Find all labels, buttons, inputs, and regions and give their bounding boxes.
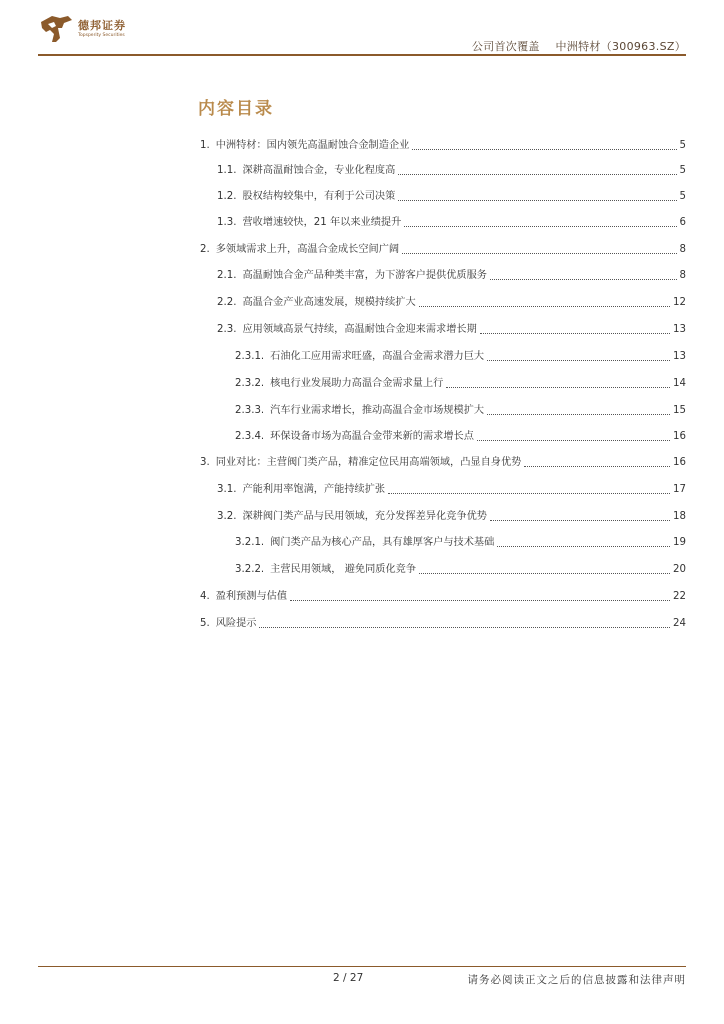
toc-entry-page: 24 — [673, 618, 686, 629]
toc-leader-dots — [497, 545, 670, 547]
toc-entry[interactable] — [217, 508, 686, 524]
brand-name-cn: 德邦证券 — [78, 19, 126, 32]
toc-entry-page: 16 — [673, 457, 686, 468]
brand-name-en: Topsperity Securities — [78, 33, 125, 38]
toc-entry-page: 18 — [673, 511, 686, 522]
toc-entry[interactable] — [200, 615, 686, 631]
toc-entry[interactable] — [217, 294, 686, 310]
toc-entry-page: 15 — [673, 405, 686, 416]
toc-entry-title: 深耕高温耐蚀合金，专业化程度高 — [242, 165, 396, 176]
toc-entry[interactable] — [235, 375, 686, 391]
toc-entry[interactable] — [217, 321, 686, 337]
toc-entry-title: 应用领域高景气持续，高温耐蚀合金迎来需求增长期 — [242, 324, 477, 335]
legal-disclaimer: 请务必阅读正文之后的信息披露和法律声明 — [467, 974, 686, 986]
brand-logo — [38, 14, 126, 44]
toc-entry-title: 石油化工应用需求旺盛，高温合金需求潜力巨大 — [270, 351, 485, 362]
toc-leader-dots — [404, 225, 676, 227]
toc-entry-number: 1.3. — [217, 217, 237, 228]
report-type: 公司首次覆盖 — [471, 40, 540, 53]
toc-entry-title: 主营民用领域， 避免同质化竞争 — [270, 564, 417, 575]
toc-leader-dots — [480, 332, 670, 334]
toc-entry-page: 22 — [673, 591, 686, 602]
toc-entry-number: 4. — [200, 591, 210, 602]
toc-entry-number: 3.1. — [217, 484, 237, 495]
footer-divider — [38, 966, 686, 967]
toc-leader-dots — [402, 252, 676, 254]
toc-entry-title: 汽车行业需求增长，推动高温合金市场规模扩大 — [270, 405, 485, 416]
toc-entry-page: 13 — [673, 351, 686, 362]
toc-leader-dots — [398, 199, 676, 201]
toc-entry-title: 深耕阀门类产品与民用领域，充分发挥差异化竞争优势 — [242, 511, 487, 522]
toc-entry-number: 1. — [200, 140, 210, 151]
toc-leader-dots — [490, 519, 670, 521]
toc-entry-title: 环保设备市场为高温合金带来新的需求增长点 — [270, 431, 474, 442]
company-ticker: 中洲特材（300963.SZ） — [555, 40, 686, 53]
toc-entry-number: 2.2. — [217, 297, 237, 308]
toc-entry-page: 8 — [679, 244, 686, 255]
toc-entry-title: 中洲特材：国内领先高温耐蚀合金制造企业 — [215, 140, 410, 151]
toc-entry[interactable] — [217, 188, 686, 204]
toc-entry[interactable] — [200, 454, 686, 470]
toc-entry[interactable] — [235, 428, 686, 444]
toc-entry-number: 3.2.2. — [235, 564, 265, 575]
toc-entry-page: 8 — [679, 270, 686, 281]
toc-leader-dots — [259, 626, 670, 628]
toc-entry-title: 高温合金产业高速发展，规模持续扩大 — [242, 297, 416, 308]
toc-entry-number: 2.3.2. — [235, 378, 265, 389]
toc-entry-title: 核电行业发展助力高温合金需求量上行 — [270, 378, 444, 389]
toc-leader-dots — [398, 173, 676, 175]
toc-leader-dots — [477, 439, 670, 441]
toc-entry-page: 16 — [673, 431, 686, 442]
toc-entry-page: 19 — [673, 537, 686, 548]
toc-entry-title: 股权结构较集中，有利于公司决策 — [242, 191, 396, 202]
header-divider — [38, 54, 686, 56]
toc-entry[interactable] — [235, 561, 686, 577]
toc-entry-page: 5 — [679, 165, 686, 176]
toc-entry[interactable] — [217, 267, 686, 283]
toc-entry-number: 2.3.3. — [235, 405, 265, 416]
toc-entry-title: 盈利预测与估值 — [215, 591, 288, 602]
toc-entry-page: 5 — [679, 140, 686, 151]
toc-entry-number: 3.2.1. — [235, 537, 265, 548]
toc-leader-dots — [487, 359, 670, 361]
page-number: 2 / 27 — [333, 972, 364, 984]
toc-entry-number: 2.1. — [217, 270, 237, 281]
toc-entry-number: 5. — [200, 618, 210, 629]
toc-entry-number: 2.3. — [217, 324, 237, 335]
toc-entry-number: 1.2. — [217, 191, 237, 202]
toc-entry-page: 13 — [673, 324, 686, 335]
toc-leader-dots — [524, 465, 670, 467]
toc-entry-title: 高温耐蚀合金产品种类丰富，为下游客户提供优质服务 — [242, 270, 487, 281]
toc-leader-dots — [487, 413, 670, 415]
toc-entry-number: 2. — [200, 244, 210, 255]
toc-entry[interactable] — [235, 402, 686, 418]
toc-entry-page: 6 — [679, 217, 686, 228]
toc-entry[interactable] — [200, 137, 686, 153]
toc-leader-dots — [290, 599, 670, 601]
toc-entry[interactable] — [217, 481, 686, 497]
toc-entry[interactable] — [217, 162, 686, 178]
toc-leader-dots — [446, 386, 670, 388]
toc-title: 内容目录 — [198, 99, 274, 119]
toc-entry-page: 14 — [673, 378, 686, 389]
toc-entry[interactable] — [217, 214, 686, 230]
toc-entry-page: 20 — [673, 564, 686, 575]
toc-leader-dots — [412, 148, 676, 150]
toc-entry-title: 多领域需求上升，高温合金成长空间广阔 — [215, 244, 400, 255]
toc-entry-number: 2.3.4. — [235, 431, 265, 442]
toc-entry-title: 风险提示 — [215, 618, 257, 629]
page-header — [38, 14, 686, 58]
toc-leader-dots — [490, 278, 677, 280]
toc-entry-number: 1.1. — [217, 165, 237, 176]
report-info — [460, 38, 686, 54]
toc-entry-title: 产能利用率饱满，产能持续扩张 — [242, 484, 386, 495]
toc-entry-page: 5 — [679, 191, 686, 202]
toc-leader-dots — [419, 572, 670, 574]
toc-entry-page: 17 — [673, 484, 686, 495]
toc-entry-number: 2.3.1. — [235, 351, 265, 362]
toc-entry-title: 营收增速较快，21 年以来业绩提升 — [242, 217, 402, 228]
company-logo-icon — [38, 14, 74, 44]
toc-entry-number: 3. — [200, 457, 210, 468]
toc-entry[interactable] — [200, 588, 686, 604]
toc-entry-page: 12 — [673, 297, 686, 308]
toc-entry-number: 3.2. — [217, 511, 237, 522]
toc-entry-title: 阀门类产品为核心产品，具有雄厚客户与技术基础 — [270, 537, 495, 548]
toc-leader-dots — [419, 305, 670, 307]
toc-entry-title: 同业对比：主营阀门类产品，精准定位民用高端领域，凸显自身优势 — [215, 457, 522, 468]
toc-leader-dots — [388, 492, 670, 494]
toc-entry[interactable] — [235, 348, 686, 364]
toc-entry[interactable] — [200, 241, 686, 257]
toc-entry[interactable] — [235, 534, 686, 550]
